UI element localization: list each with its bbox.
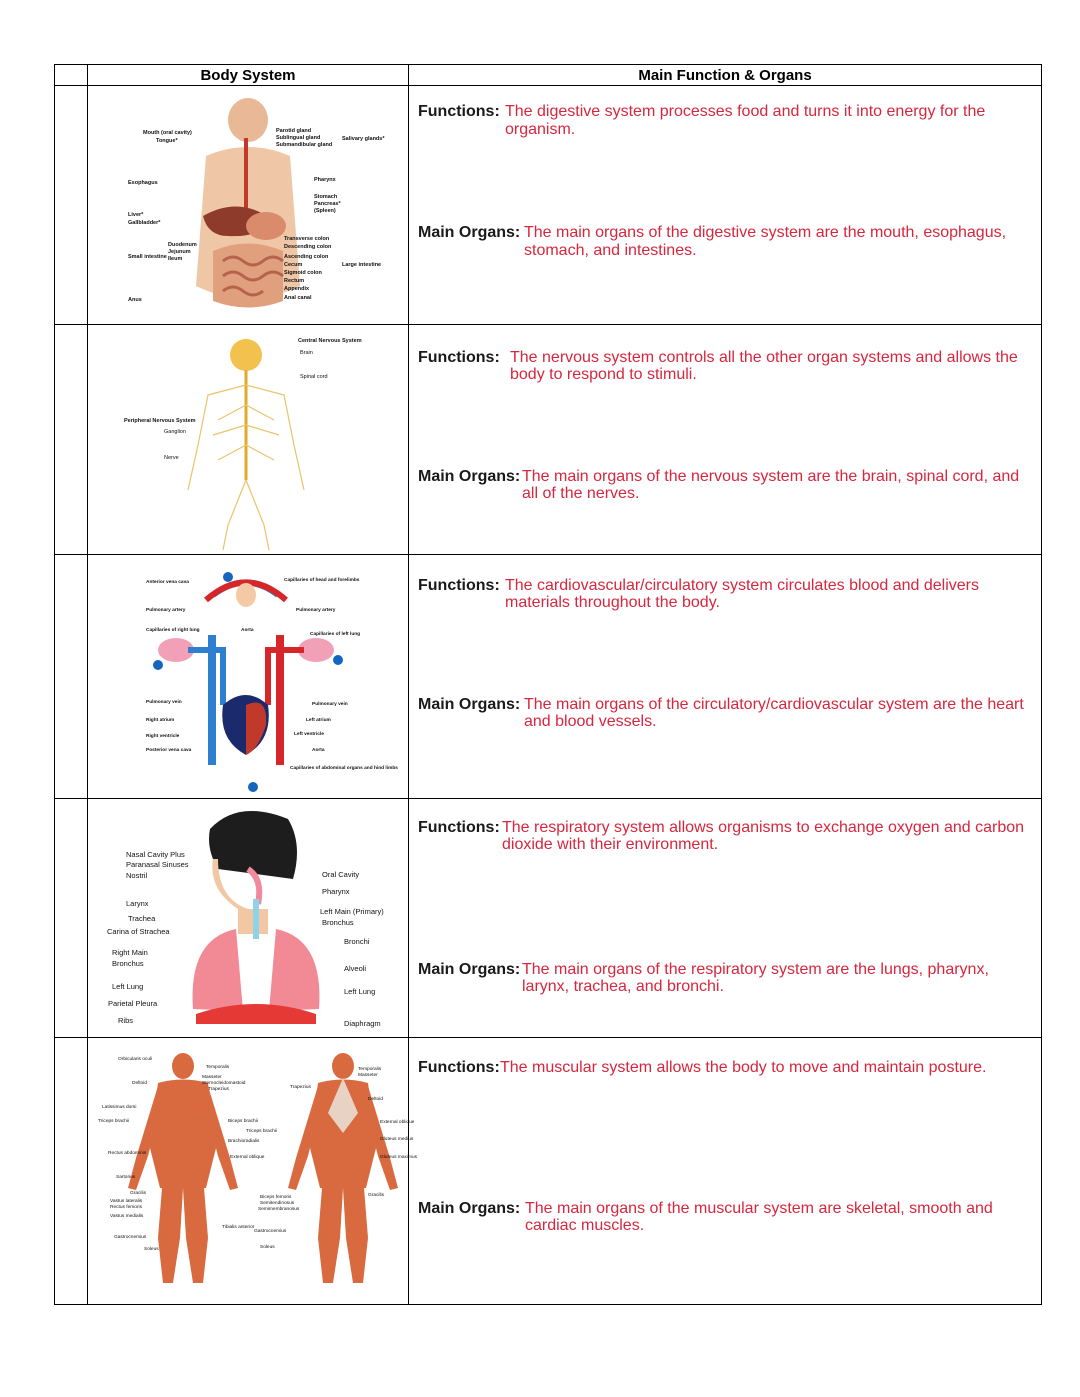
muscular-text-cell — [409, 1038, 1042, 1305]
diagram-label: Appendix — [284, 286, 310, 292]
respiratory-text-cell — [409, 799, 1042, 1038]
diagram-label: Gastrocnemius — [114, 1235, 147, 1240]
diagram-label: Pancreas* — [314, 201, 341, 207]
diagram-label: Masseter — [202, 1075, 222, 1080]
diagram-label: Anterior vena cava — [146, 580, 189, 585]
diagram-label: Temporalis — [358, 1067, 382, 1072]
diagram-label: Soleus — [260, 1245, 275, 1250]
functions-label: Functions: — [418, 103, 500, 120]
header-index-cell — [55, 65, 88, 86]
diagram-label: Pulmonary artery — [296, 608, 336, 613]
nervous-system-illustration — [88, 325, 408, 554]
functions-block — [418, 103, 1035, 139]
organs-label: Main Organs: — [418, 468, 521, 485]
diagram-label: Sartorius — [116, 1175, 136, 1180]
diagram-label: Liver* — [128, 212, 144, 218]
diagram-label: Gallbladder* — [128, 220, 161, 226]
functions-text: The cardiovascular/circulatory system circulates blood and delivers materials throughout the body. — [505, 577, 979, 611]
diagram-label: Left Main (Primary) — [320, 907, 384, 916]
diagram-label: Deltoid — [132, 1081, 147, 1086]
organs-block — [418, 1200, 1035, 1234]
functions-label: Functions: — [418, 819, 500, 836]
diagram-label: Central Nervous System — [298, 338, 362, 344]
diagram-label: Biceps femoris — [260, 1195, 292, 1200]
diagram-label: Bronchus — [322, 918, 354, 927]
diagram-label: Jejunum — [168, 249, 191, 255]
organs-block — [418, 468, 1035, 502]
diagram-label: Pharynx — [314, 177, 336, 183]
diagram-label: Biceps brachii — [228, 1119, 258, 1124]
organs-label: Main Organs: — [418, 961, 521, 978]
functions-text: The nervous system controls all the other organ systems and allows the body to respond to stimuli. — [510, 349, 1018, 383]
diagram-label: Semimembranosus — [258, 1207, 300, 1212]
diagram-label: Tongue* — [156, 138, 178, 144]
respiratory-row — [55, 799, 1042, 1038]
diagram-label: Capillaries of left lung — [310, 632, 361, 637]
diagram-label: Temporalis — [206, 1065, 230, 1070]
diagram-label: Transverse colon — [284, 236, 330, 242]
digestive-diagram-cell — [88, 86, 409, 325]
diagram-label: Spinal cord — [300, 374, 328, 380]
diagram-label: Pulmonary vein — [312, 702, 348, 707]
diagram-label: Deltoid — [368, 1097, 383, 1102]
diagram-label: Left atrium — [306, 718, 331, 723]
diagram-label: Nostril — [126, 871, 148, 880]
diagram-label: Gluteus medius — [380, 1137, 414, 1142]
diagram-label: Triceps brachii — [98, 1119, 130, 1124]
diagram-label: Mouth (oral cavity) — [143, 130, 192, 136]
functions-label: Functions: — [418, 1059, 500, 1076]
diagram-label: Sigmoid colon — [284, 270, 322, 276]
diagram-label: Larynx — [126, 899, 149, 908]
diagram-label: Submandibular gland — [276, 142, 333, 148]
circulatory-row — [55, 555, 1042, 799]
diagram-label: Diaphragm — [344, 1019, 381, 1028]
diagram-label: Posterior vena cava — [146, 748, 192, 753]
diagram-label: Capillaries of abdominal organs and hind limbs — [290, 766, 398, 771]
diagram-label: Cecum — [284, 262, 303, 268]
diagram-label: Gastrocnemius — [254, 1229, 287, 1234]
header-main-function: Main Function & Organs — [409, 65, 1042, 86]
diagram-label: Aorta — [241, 628, 254, 633]
functions-label: Functions: — [418, 349, 500, 366]
digestive-row — [55, 86, 1042, 325]
diagram-label: Pulmonary artery — [146, 608, 186, 613]
organs-text: The main organs of the nervous system are the brain, spinal cord, and all of the nerves. — [522, 468, 1020, 502]
diagram-label: External oblique — [380, 1120, 415, 1125]
diagram-label: Gracilis — [130, 1191, 146, 1196]
functions-text: The digestive system processes food and turns it into energy for the organism. — [505, 103, 986, 138]
diagram-label: Right atrium — [146, 718, 175, 723]
nervous-row — [55, 325, 1042, 555]
circulatory-system-illustration — [88, 555, 408, 798]
digestive-system-illustration — [88, 86, 408, 324]
nervous-text-cell — [409, 325, 1042, 555]
diagram-label: Rectum — [284, 278, 305, 284]
diagram-label: Nerve — [164, 455, 179, 461]
digestive-text-cell — [409, 86, 1042, 325]
organs-label: Main Organs: — [418, 1200, 521, 1217]
diagram-label: Orbicularis oculi — [118, 1057, 153, 1062]
diagram-label: Left ventricle — [294, 732, 324, 737]
diagram-label: Paranasal Sinuses — [126, 860, 189, 869]
nervous-diagram-cell — [88, 325, 409, 555]
diagram-label: Nasal Cavity Plus — [126, 850, 185, 859]
diagram-label: Bronchus — [112, 959, 144, 968]
muscular-row — [55, 1038, 1042, 1305]
diagram-label: Vastus medialis — [110, 1214, 144, 1219]
diagram-label: Bronchi — [344, 937, 370, 946]
diagram-label: Large intestine — [342, 262, 382, 268]
diagram-label: Ascending colon — [284, 254, 329, 260]
diagram-label: Anus — [128, 297, 142, 303]
diagram-label: Gluteus maximus — [380, 1155, 418, 1160]
diagram-label: Duodenum — [168, 242, 197, 248]
respiratory-diagram-cell — [88, 799, 409, 1038]
functions-text: The muscular system allows the body to move and maintain posture. — [500, 1059, 987, 1076]
diagram-label: Right ventricle — [146, 734, 180, 739]
row-index-cell — [55, 325, 88, 555]
diagram-label: Right Main — [112, 948, 148, 957]
diagram-label: Tibialis anterior — [222, 1225, 255, 1230]
functions-block — [418, 349, 1035, 383]
organs-block — [418, 696, 1035, 730]
diagram-label: Salivary glands* — [342, 136, 385, 142]
muscular-diagram-cell — [88, 1038, 418, 1305]
diagram-label: Brain — [300, 350, 313, 356]
diagram-label: Stomach — [314, 194, 338, 200]
diagram-label: Trapezius — [208, 1087, 229, 1092]
row-index-cell — [55, 1038, 88, 1305]
diagram-label: Trapezius — [290, 1085, 311, 1090]
diagram-label: Pharynx — [322, 887, 350, 896]
functions-block — [418, 577, 1035, 611]
functions-label: Functions: — [418, 577, 500, 594]
organs-label: Main Organs: — [418, 696, 521, 713]
functions-block — [418, 819, 1035, 853]
header-body-system: Body System — [88, 65, 409, 86]
diagram-label: Gracilis — [368, 1193, 384, 1198]
functions-text: The respiratory system allows organisms to exchange oxygen and carbon dioxide with their environment. — [502, 819, 1025, 853]
diagram-label: Sublingual gland — [276, 135, 321, 141]
diagram-label: Parietal Pleura — [108, 999, 158, 1008]
diagram-label: Ganglion — [164, 429, 187, 435]
diagram-label: Capillaries of head and forelimbs — [284, 578, 360, 583]
diagram-label: Ileum — [168, 256, 183, 262]
diagram-label: Small intestine — [128, 254, 167, 260]
diagram-label: Latissimus dorsi — [102, 1105, 137, 1110]
circulatory-diagram-cell — [88, 555, 409, 799]
diagram-label: Oral Cavity — [322, 870, 360, 879]
diagram-label: Parotid gland — [276, 128, 312, 134]
diagram-label: Sternocleidomastoid — [202, 1081, 246, 1086]
diagram-label: Triceps brachii — [246, 1129, 278, 1134]
organs-block — [418, 224, 1035, 260]
diagram-label: Trachea — [128, 914, 156, 923]
body-systems-table — [54, 64, 1042, 1305]
organs-text: The main organs of the circulatory/cardiovascular system are the heart and blood vessels. — [524, 696, 1024, 730]
diagram-label: Soleus — [144, 1247, 159, 1252]
circulatory-text-cell — [409, 555, 1042, 799]
header-row — [55, 65, 1042, 86]
diagram-label: Capillaries of right lung — [146, 628, 200, 633]
diagram-label: Esophagus — [128, 180, 158, 186]
organs-text: The main organs of the muscular system are skeletal, smooth and cardiac muscles. — [525, 1200, 993, 1234]
diagram-label: Rectus femoris — [110, 1205, 142, 1210]
diagram-label: Vastus lateralis — [110, 1199, 143, 1204]
diagram-label: Carina of Strachea — [107, 927, 170, 936]
muscular-system-illustration — [88, 1038, 418, 1304]
diagram-label: Anal canal — [284, 295, 312, 301]
respiratory-system-illustration — [88, 799, 408, 1037]
diagram-label: Left Lung — [344, 987, 376, 996]
diagram-label: Left Lung — [112, 982, 144, 991]
organs-block — [418, 961, 1035, 995]
diagram-label: Alveoli — [344, 964, 367, 973]
row-index-cell — [55, 555, 88, 799]
diagram-label: Aorta — [312, 748, 325, 753]
diagram-label: Brachioradialis — [228, 1139, 260, 1144]
diagram-label: Pulmonary vein — [146, 700, 182, 705]
diagram-label: Masseter — [358, 1073, 378, 1078]
row-index-cell — [55, 86, 88, 325]
diagram-label: (Spleen) — [314, 208, 336, 214]
row-index-cell — [55, 799, 88, 1038]
diagram-label: Ribs — [118, 1016, 134, 1025]
diagram-label: Peripheral Nervous System — [124, 418, 196, 424]
functions-block — [418, 1059, 1035, 1077]
organs-text: The main organs of the digestive system are the mouth, esophagus, stomach, and intestines. — [524, 224, 1007, 259]
diagram-label: Semitendinosus — [260, 1201, 295, 1206]
diagram-label: Rectus abdominis — [108, 1151, 147, 1156]
diagram-label: Descending colon — [284, 244, 332, 250]
diagram-label: External oblique — [230, 1155, 265, 1160]
organs-label: Main Organs: — [418, 224, 521, 241]
organs-text: The main organs of the respiratory system are the lungs, pharynx, larynx, trachea, and bronchi. — [522, 961, 989, 995]
